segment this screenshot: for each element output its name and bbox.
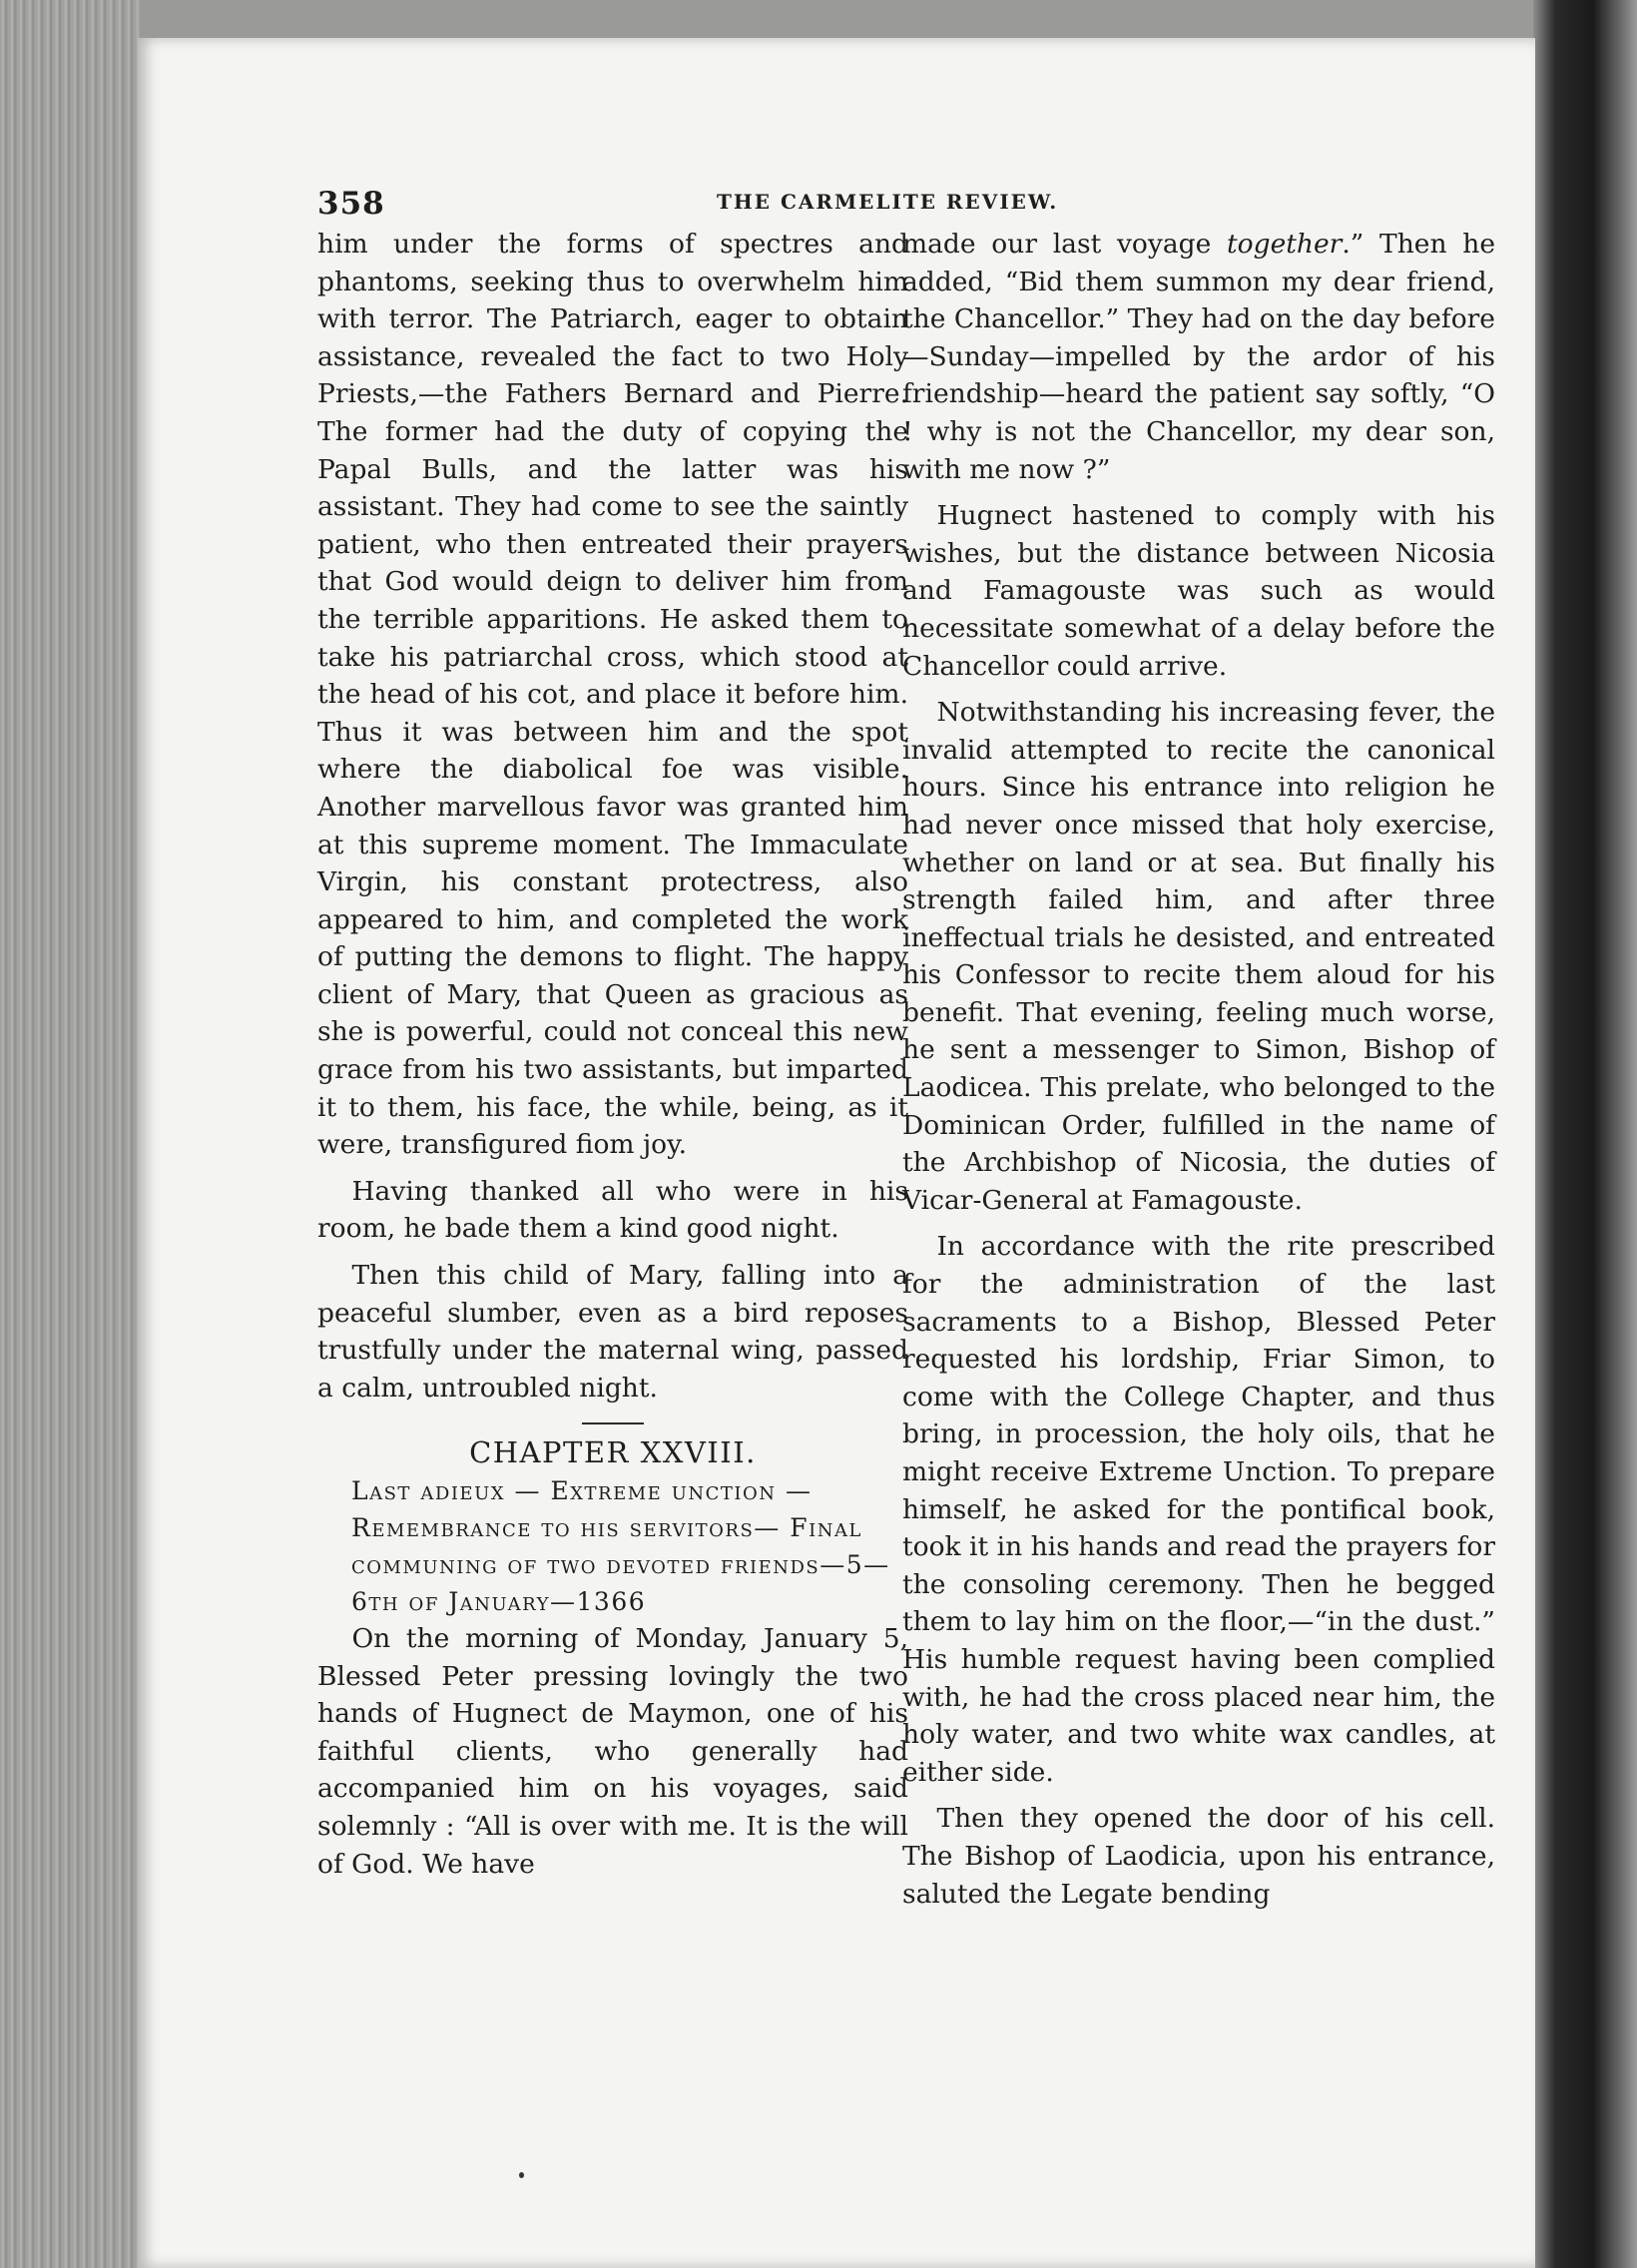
ink-speck [519,2172,524,2178]
chapter-summary: Last adieux — Extreme unction — Remembrance to his servitors— Final communing of two devoted friends—5—6th of January—1366 [351,1476,890,1616]
left-paragraph-3: Then this child of Mary, falling into a peaceful slumber, even as a bird reposes trustfully under the maternal wing, passed a calm, untroubled night. [317,1260,908,1404]
left-column [317,226,908,1883]
left-paragraph-4: On the morning of Monday, January 5, Blessed Peter pressing lovingly the two hands of Hugnect de Maymon, one of his faithful clients, who generally had accompanied him on his voyages, said solemnly : “All is over with me. It is the will of God. We have [317,1623,908,1880]
left-paragraph-1: him under the forms of spectres and phantoms, seeking thus to overwhelm him with terror. The Patriarch, eager to obtain assistance, revealed the fact to two Holy Priests,—the Fathers Bernard and Pierre. The former had the duty of copying the Papal Bulls, and the latter was his assistant. They had come to see the saintly patient, who then entreated their prayers that God would deign to deliver him from the terrible apparitions. He asked them to take his patriarchal cross, which stood at the head of his cot, and place it before him. Thus it was between him and the spot where the diabolical foe was visible. Another marvellous favor was granted him at this supreme moment. The Immaculate Virgin, his constant protectress, also appeared to him, and completed the work of putting the demons to flight. The happy client of Mary, that Queen as gracious as she is powerful, could not conceal this new grace from his two assistants, but imparted it to them, his face, the while, being, as it were, transfigured fiom joy. [317,229,908,1161]
right-paragraph-1 [902,226,1495,488]
right-paragraph-2: Hugnect hastened to comply with his wishes, but the distance between Nicosia and Famagouste was such as would necessitate somewhat of a delay before the Chancellor could arrive. [902,500,1495,682]
book-page-edges [0,0,140,2268]
running-head: THE CARMELITE REVIEW. [717,190,1059,214]
book-gutter-shadow [1533,0,1637,2268]
right-paragraph-4: In accordance with the rite prescribed for the administration of the last sacraments to a Bishop, Blessed Peter requested his lordship, Friar Simon, to come with the College Chapter, and thus bring, in procession, the holy oils, that he might receive Extreme Unction. To prepare himself, he asked for the pontifical book, took it in his hands and read the prayers for the consoling ceremony. Then he begged them to lay him on the floor,—“in the dust.” His humble request having been complied with, he had the cross placed near him, the holy water, and two white wax candles, at either side. [902,1231,1495,1788]
chapter-title: CHAPTER XXVIII. [469,1435,757,1470]
section-rule [582,1422,644,1424]
right-column [902,226,1495,1913]
left-paragraph-2: Having thanked all who were in his room, he bade them a kind good night. [317,1175,908,1245]
right-paragraph-5: Then they opened the door of his cell. The Bishop of Laodicia, upon his entrance, saluted the Legate bending [902,1803,1495,1910]
page-number: 358 [317,186,385,222]
page-header [317,186,1495,226]
right-paragraph-1-rest: .” Then he added, “Bid them summon my dear friend, the Chancellor.” They had on the day before—Sunday—impelled by the ardor of his friendship—heard the patient say softly, “O ! why is not the Chancellor, my dear son, with me now ?” [902,229,1495,485]
italic-word: together [1227,229,1343,260]
right-paragraph-1-start: made our last voyage [902,229,1228,260]
right-paragraph-3: Notwithstanding his increasing fever, the invalid attempted to recite the canonical hours. Since his entrance into religion he had never once missed that holy exercise, whether on land or at sea. But finally his strength failed him, and after three ineffectual trials he desisted, and entreated his Confessor to recite them aloud for his benefit. That evening, feeling much worse, he sent a messenger to Simon, Bishop of Laodicea. This prelate, who belonged to the Dominican Order, fulfilled in the name of the Archbishop of Nicosia, the duties of Vicar-General at Famagouste. [902,697,1495,1216]
